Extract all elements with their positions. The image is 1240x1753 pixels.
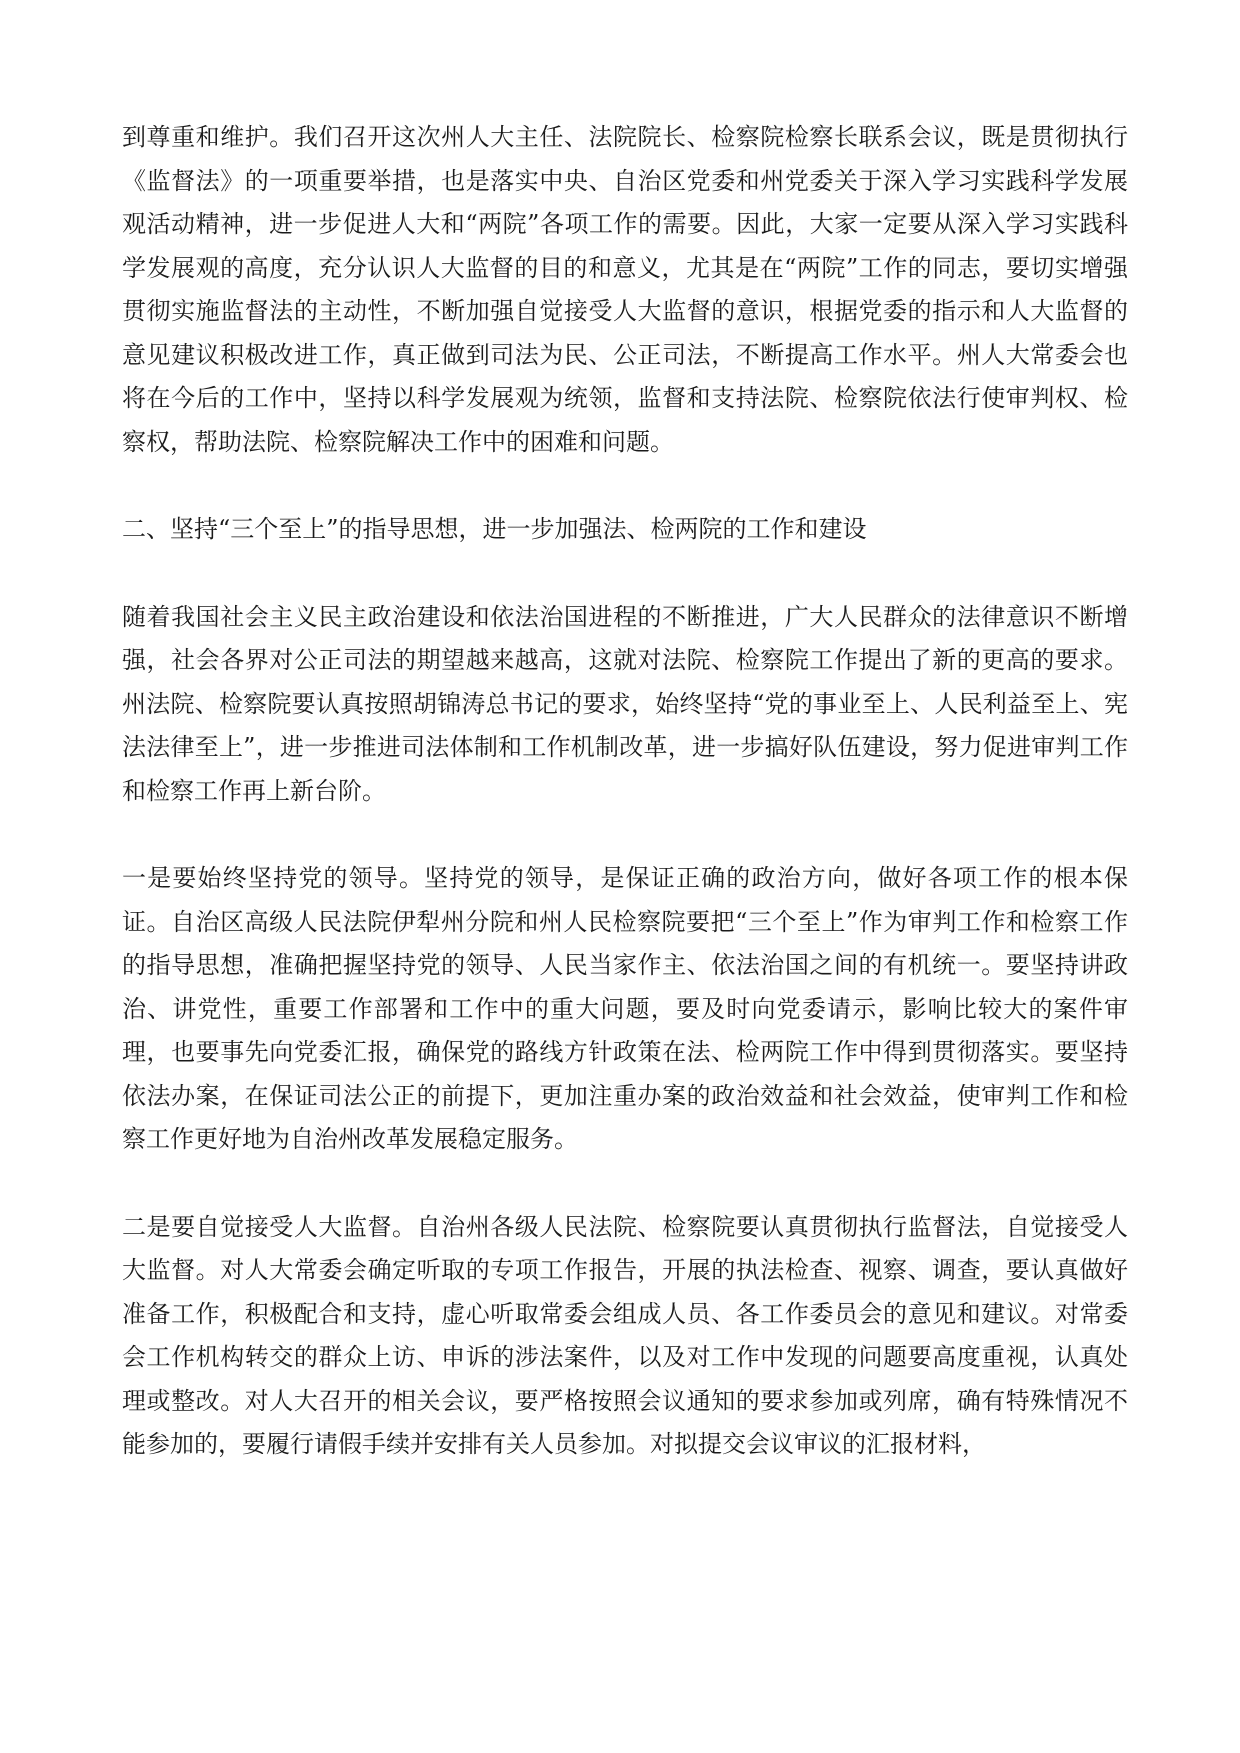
paragraph-gap (122, 813, 1128, 857)
paragraph-continuation: 到尊重和维护。我们召开这次州人大主任、法院院长、检察院检察长联系会议，既是贯彻执行《监督法》的一项重要举措，也是落实中央、自治区党委和州党委关于深入学习实践科学发展观活动精神，进一步促进人大和“两院”各项工作的需要。因此，大家一定要从深入学习实践科学发展观的高度，充分认识人大监督的目的和意义，尤其是在“两院”工作的同志，要切实增强贯彻实施监督法的主动性，不断加强自觉接受人大监督的意识，根据党委的指示和人大监督的意见建议积极改进工作，真正做到司法为民、公正司法，不断提高工作水平。州人大常委会也将在今后的工作中，坚持以科学发展观为统领，监督和支持法院、检察院依法行使审判权、检察权，帮助法院、检察院解决工作中的困难和问题。 (122, 123, 1128, 456)
paragraph-gap (122, 552, 1128, 596)
paragraph-gap (122, 464, 1128, 508)
paragraph-gap (122, 1162, 1128, 1206)
paragraph-point-one: 一是要始终坚持党的领导。坚持党的领导，是保证正确的政治方向，做好各项工作的根本保证。自治区高级人民法院伊犁州分院和州人民检察院要把“三个至上”作为审判工作和检察工作的指导思想，准确把握坚持党的领导、人民当家作主、依法治国之间的有机统一。要坚持讲政治、讲党性，重要工作部署和工作中的重大问题，要及时向党委请示，影响比较大的案件审理，也要事先向党委汇报，确保党的路线方针政策在法、检两院工作中得到贯彻落实。要坚持依法办案，在保证司法公正的前提下，更加注重办案的政治效益和社会效益，使审判工作和检察工作更好地为自治州改革发展稳定服务。 (122, 864, 1128, 1153)
document-body (122, 116, 1128, 1467)
paragraph-intro: 随着我国社会主义民主政治建设和依法治国进程的不断推进，广大人民群众的法律意识不断增强，社会各界对公正司法的期望越来越高，这就对法院、检察院工作提出了新的更高的要求。州法院、检察院要认真按照胡锦涛总书记的要求，始终坚持“党的事业至上、人民利益至上、宪法法律至上”，进一步推进司法体制和工作机制改革，进一步搞好队伍建设，努力促进审判工作和检察工作再上新台阶。 (122, 602, 1128, 805)
section-heading: 二、坚持“三个至上”的指导思想，进一步加强法、检两院的工作和建设 (122, 515, 867, 543)
paragraph-point-two: 二是要自觉接受人大监督。自治州各级人民法院、检察院要认真贯彻执行监督法，自觉接受人大监督。对人大常委会确定听取的专项工作报告，开展的执法检查、视察、调查，要认真做好准备工作，积极配合和支持，虚心听取常委会组成人员、各工作委员会的意见和建议。对常委会工作机构转交的群众上访、申诉的涉法案件，以及对工作中发现的问题要高度重视，认真处理或整改。对人大召开的相关会议，要严格按照会议通知的要求参加或列席，确有特殊情况不能参加的，要履行请假手续并安排有关人员参加。对拟提交会议审议的汇报材料， (122, 1212, 1128, 1458)
